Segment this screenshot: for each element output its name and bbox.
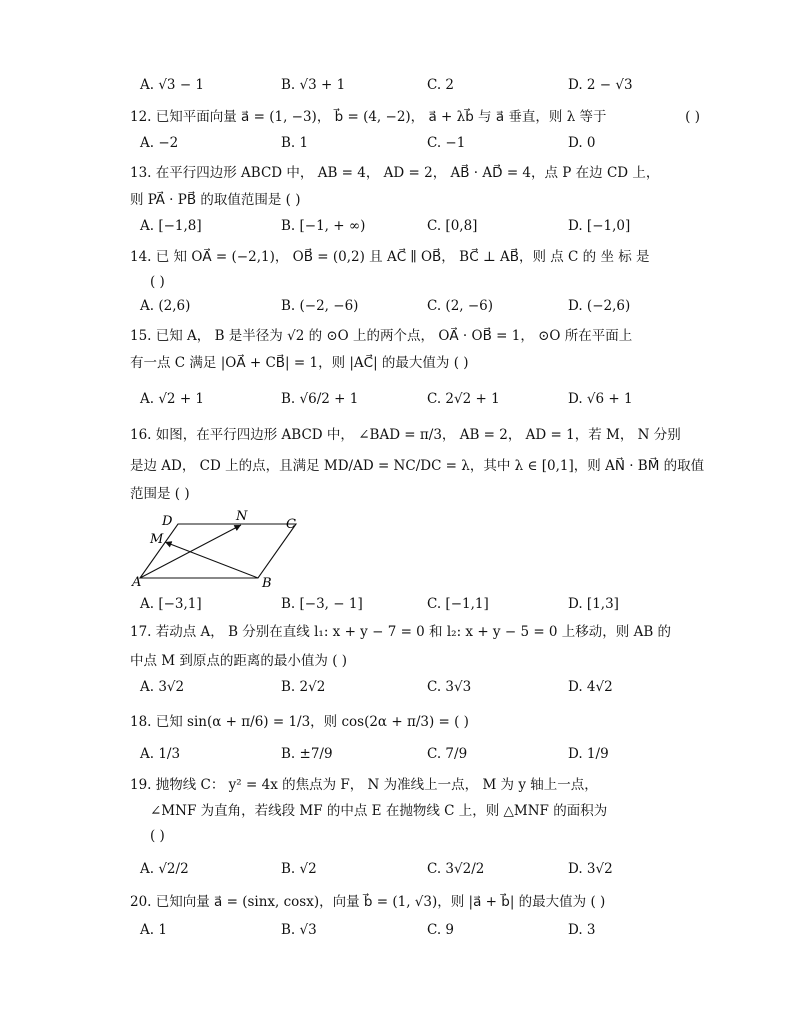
q14-option-d: D. (−2,6) bbox=[568, 298, 631, 314]
q17-options bbox=[140, 677, 700, 697]
q14-stem-line2: ( ) bbox=[150, 274, 165, 290]
q18-option-d: D. 1/9 bbox=[568, 746, 609, 762]
q19-option-d: D. 3√2 bbox=[568, 861, 613, 877]
q19-option-c: C. 3√2/2 bbox=[427, 861, 485, 877]
q13-option-b: B. [−1, + ∞) bbox=[281, 218, 366, 234]
q19-option-b: B. √2 bbox=[281, 861, 317, 877]
q20-option-c: C. 9 bbox=[427, 922, 455, 938]
label-n: N bbox=[236, 509, 248, 524]
q12-option-c: C. −1 bbox=[427, 135, 466, 151]
q19-stem-line1: 19. 抛物线 C： y² = 4x 的焦点为 F， N 为准线上一点， M 为 y 轴上一点， bbox=[130, 777, 598, 793]
q18-option-a: A. 1/3 bbox=[140, 746, 181, 762]
q16-stem-line2: 是边 AD， CD 上的点，且满足 MD/AD = NC/DC = λ，其中 λ ∈ [0,1]，则 AN⃗ · BM⃗ 的取值 bbox=[130, 458, 705, 474]
q17-option-c: C. 3√3 bbox=[427, 679, 472, 695]
q17-option-d: D. 4√2 bbox=[568, 679, 613, 695]
q13-option-a: A. [−1,8] bbox=[140, 218, 202, 234]
label-b: B bbox=[262, 576, 272, 590]
label-m: M bbox=[150, 532, 164, 547]
q20-options bbox=[140, 920, 700, 940]
q15-option-a: A. √2 + 1 bbox=[140, 391, 205, 407]
q15-option-d: D. √6 + 1 bbox=[568, 391, 633, 407]
q18-options bbox=[140, 744, 700, 764]
q19-option-a: A. √2/2 bbox=[140, 861, 189, 877]
q11-option-c: C. 2 bbox=[427, 77, 455, 93]
q18-option-c: C. 7/9 bbox=[427, 746, 468, 762]
q14-option-b: B. (−2, −6) bbox=[281, 298, 359, 314]
q16-stem-line1: 16. 如图，在平行四边形 ABCD 中， ∠BAD = π/3， AB = 2， AD = 1，若 M， N 分别 bbox=[130, 427, 681, 443]
q13-options bbox=[140, 216, 700, 236]
q20-option-d: D. 3 bbox=[568, 922, 596, 938]
q18-stem-line1: 18. 已知 sin(α + π/6) = 1/3，则 cos(2α + π/3) = ( ) bbox=[130, 714, 469, 730]
q14-option-c: C. (2, −6) bbox=[427, 298, 494, 314]
q15-stem-line1: 15. 已知 A， B 是半径为 √2 的 ⊙O 上的两个点， OA⃗ · OB⃗ = 1， ⊙O 所在平面上 bbox=[130, 328, 633, 344]
q19-stem-line3: ( ) bbox=[150, 828, 165, 844]
q15-option-b: B. √6/2 + 1 bbox=[281, 391, 359, 407]
q11-option-b: B. √3 + 1 bbox=[281, 77, 346, 93]
q13-stem-line1: 13. 在平行四边形 ABCD 中， AB = 4， AD = 2， AB⃗ · AD⃗ = 4，点 P 在边 CD 上， bbox=[130, 165, 660, 181]
q17-stem-line1: 17. 若动点 A， B 分别在直线 l₁: x + y − 7 = 0 和 l₂: x + y − 5 = 0 上移动，则 AB 的 bbox=[130, 624, 672, 640]
q17-stem-line2: 中点 M 到原点的距离的最小值为 ( ) bbox=[130, 653, 348, 669]
q16-option-c: C. [−1,1] bbox=[427, 596, 489, 612]
q16-parallelogram-figure bbox=[128, 508, 308, 590]
q16-stem-line3: 范围是 ( ) bbox=[130, 486, 190, 502]
q11-option-d: D. 2 − √3 bbox=[568, 77, 633, 93]
q19-stem-line2: ∠MNF 为直角，若线段 MF 的中点 E 在抛物线 C 上，则 △MNF 的面积为 bbox=[150, 803, 608, 819]
q20-option-b: B. √3 bbox=[281, 922, 317, 938]
q15-option-c: C. 2√2 + 1 bbox=[427, 391, 500, 407]
q14-option-a: A. (2,6) bbox=[140, 298, 191, 314]
q16-option-d: D. [1,3] bbox=[568, 596, 619, 612]
label-d: D bbox=[162, 514, 173, 529]
q12-option-a: A. −2 bbox=[140, 135, 179, 151]
q12-text: 12. 已知平面向量 a⃗ = (1, −3)， b⃗ = (4, −2)， a⃗ + λb⃗ 与 a⃗ 垂直，则 λ 等于 bbox=[130, 109, 607, 125]
q19-options bbox=[140, 859, 700, 879]
label-a: A bbox=[132, 575, 142, 590]
q18-option-b: B. ±7/9 bbox=[281, 746, 333, 762]
vector-bm bbox=[165, 542, 258, 578]
q12-option-b: B. 1 bbox=[281, 135, 309, 151]
q16-option-b: B. [−3, − 1] bbox=[281, 596, 363, 612]
q11-option-a: A. √3 − 1 bbox=[140, 77, 205, 93]
q12-options bbox=[140, 133, 700, 153]
q12-stem bbox=[130, 107, 700, 127]
q15-stem-line2: 有一点 C 满足 |OA⃗ + CB⃗| = 1，则 |AC⃗| 的最大值为 ( ) bbox=[130, 355, 469, 371]
q15-options bbox=[140, 389, 700, 409]
q17-option-b: B. 2√2 bbox=[281, 679, 326, 695]
q16-option-a: A. [−3,1] bbox=[140, 596, 202, 612]
q13-option-d: D. [−1,0] bbox=[568, 218, 631, 234]
q17-option-a: A. 3√2 bbox=[140, 679, 185, 695]
q20-stem-line1: 20. 已知向量 a⃗ = (sinx, cosx)，向量 b⃗ = (1, √3)，则 |a⃗ + b⃗| 的最大值为 ( ) bbox=[130, 894, 606, 910]
q13-option-c: C. [0,8] bbox=[427, 218, 478, 234]
q14-options bbox=[140, 296, 700, 316]
q12-option-d: D. 0 bbox=[568, 135, 596, 151]
q12-answer-paren: ( ) bbox=[685, 109, 700, 125]
q20-option-a: A. 1 bbox=[140, 922, 167, 938]
label-c: C bbox=[286, 517, 296, 532]
q14-stem-line1: 14. 已 知 OA⃗ = (−2,1)， OB⃗ = (0,2) 且 AC⃗ ∥ OB⃗， BC⃗ ⊥ AB⃗，则 点 C 的 坐 标 是 bbox=[130, 249, 650, 265]
q13-stem-line2: 则 PA⃗ · PB⃗ 的取值范围是 ( ) bbox=[130, 192, 301, 208]
parallelogram-outline bbox=[140, 524, 296, 578]
q11-options bbox=[140, 75, 700, 95]
q16-options bbox=[140, 594, 700, 614]
